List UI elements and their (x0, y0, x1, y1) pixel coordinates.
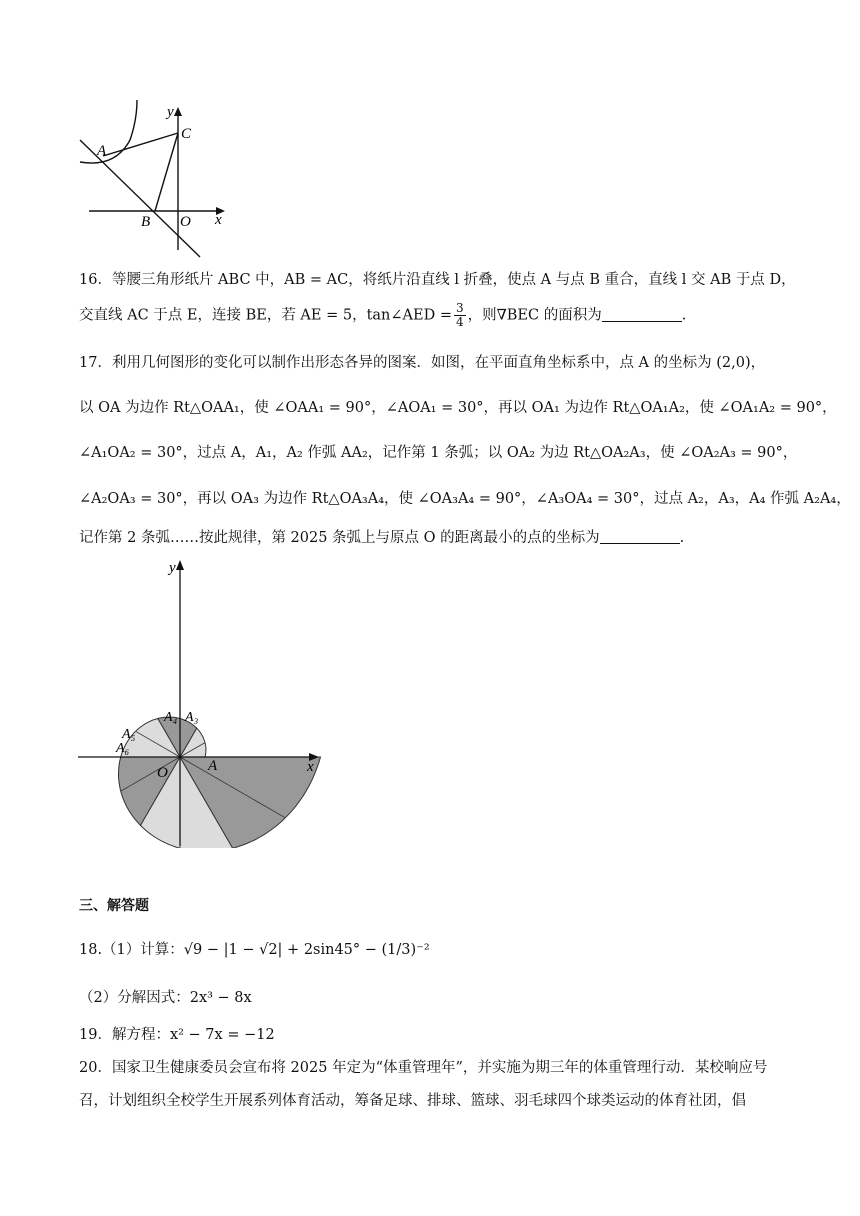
q19-text: 19．解方程：x² − 7x = −12 (79, 1027, 275, 1043)
q17-line2: 以 OA 为边作 Rt△OAA₁，使 ∠OAA₁ = 90°，∠AOA₁ = 30°，再以 OA₁ 为边作 Rt△OA₁A₂，使 ∠OA₁A₂ = 90°， (79, 400, 837, 416)
label-O: O (180, 214, 191, 230)
q18-part1: 18.（1）计算：√9 − |1 − √2| + 2sin45° − (1/3)⁻² (79, 942, 430, 958)
q17-line5: 记作第 2 条弧……按此规律，第 2025 条弧上与原点 O 的距离最小的点的坐标为 . (79, 530, 685, 546)
q16-line1: 16．等腰三角形纸片 ABC 中，AB = AC，将纸片沿直线 l 折叠，使点 A 与点 B 重合，直线 l 交 AB 于点 D， (79, 272, 796, 288)
q16-line2b: ，则∇BEC 的面积为 (467, 307, 602, 324)
label-B: B (141, 214, 151, 230)
label-C: C (181, 126, 192, 142)
label-y: y (167, 104, 174, 120)
label-y: y (169, 560, 176, 576)
label-A: A (97, 143, 107, 159)
label-A4: A₄ (164, 710, 178, 725)
label-A3: A₃ (185, 710, 199, 725)
section-heading: 三、解答题 (79, 898, 149, 914)
q17-line1: 17．利用几何图形的变化可以制作出形态各异的图案．如图，在平面直角坐标系中，点 A 的坐标为 (2,0)， (79, 355, 766, 371)
y-axis-arrow (176, 560, 184, 570)
label-A5: A₅ (122, 727, 136, 742)
answer-blank-q17[interactable] (600, 529, 680, 544)
spiral-sectors (119, 717, 321, 848)
label-x: x (215, 212, 222, 228)
q16-line2a: 交直线 AC 于点 E，连接 BE，若 AE = 5，tan∠AED = (79, 307, 452, 324)
q20-line1: 20．国家卫生健康委员会宣布将 2025 年定为“体重管理年”，并实施为期三年的体重管理行动．某校响应号 (79, 1060, 768, 1076)
label-x: x (307, 759, 314, 775)
q16-fraction: $\frac{3}{4}$ (456, 301, 464, 329)
label-A6: A₆ (116, 741, 130, 756)
segment-AC (103, 133, 178, 156)
q17-line3: ∠A₁OA₂ = 30°，过点 A，A₁，A₂ 作弧 AA₂，记作第 1 条弧；以 OA₂ 为边 Rt△OA₂A₃，使 ∠OA₂A₃ = 90°， (79, 445, 798, 461)
answer-blank-q16[interactable] (602, 307, 682, 322)
q20-line2: 召，计划组织全校学生开展系列体育活动，筹备足球、排球、篮球、羽毛球四个球类运动的体育社团，倡 (79, 1093, 746, 1109)
segment-BC (155, 133, 178, 211)
figure-q17 (75, 558, 330, 848)
q17-line4: ∠A₂OA₃ = 30°，再以 OA₃ 为边作 Rt△OA₃A₄，使 ∠OA₃A₄ = 90°，∠A₃OA₄ = 30°，过点 A₂，A₃，A₄ 作弧 A₂A₄， (79, 491, 851, 507)
q18-part2: （2）分解因式：2x³ − 8x (79, 990, 252, 1006)
label-A: A (208, 758, 218, 774)
q16-line2: 交直线 AC 于点 E，连接 BE，若 AE = 5，tan∠AED = $\frac{3}{4}$ ，则∇BEC 的面积为 . (79, 301, 687, 329)
figure-q15 (75, 100, 240, 260)
label-O: O (157, 765, 168, 781)
y-axis-arrow (174, 107, 182, 116)
